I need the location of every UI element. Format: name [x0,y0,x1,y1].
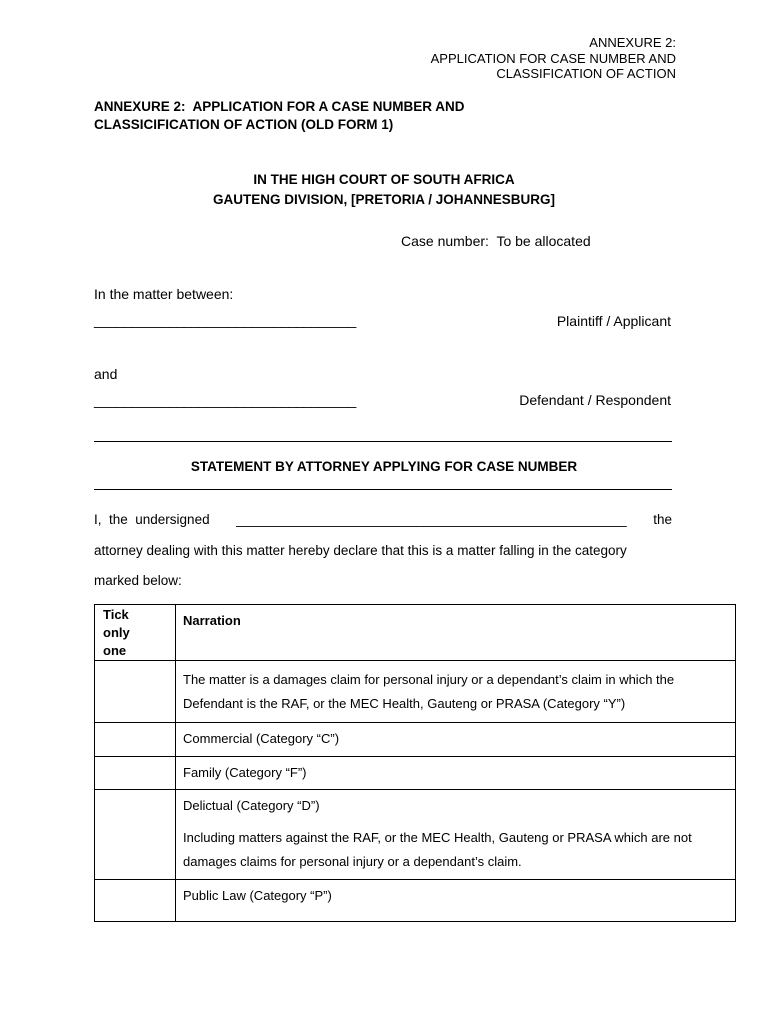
narration-text: Defendant is the RAF, or the MEC Health, Gauteng or PRASA (Category “Y”) [183,696,626,711]
attorney-name-blank[interactable]: ____________________________________________________ [236,512,627,527]
tick-header-cell [95,605,176,661]
tick-cell-category-f[interactable] [95,757,176,790]
narration-text: Commercial (Category “C”) [183,731,340,746]
table-row [95,790,736,880]
court-line-1: IN THE HIGH COURT OF SOUTH AFRICA [253,172,515,187]
court-heading [94,170,674,210]
declaration-prefix: I, the undersigned [94,512,210,527]
narration-text: damages claims for personal injury or a dependant’s claim. [183,854,522,869]
narration-text: Family (Category “F”) [183,765,307,780]
and-label: and [94,366,118,382]
header-line-1: ANNEXURE 2: [589,35,676,50]
narration-text: The matter is a damages claim for personal injury or a dependant’s claim in which the [183,672,675,687]
defendant-name-blank[interactable]: ___________________________________ [94,392,357,408]
table-row [95,661,736,723]
court-line-2: GAUTENG DIVISION, [PRETORIA / JOHANNESBURG] [212,192,556,207]
document-title [94,98,694,134]
narration-header-cell [176,605,736,661]
matter-between-label: In the matter between: [94,286,234,302]
tick-cell-category-p[interactable] [95,880,176,922]
tick-header-line-1: Tick [103,607,129,622]
narration-cell [176,723,736,757]
tick-cell-category-c[interactable] [95,723,176,757]
plaintiff-name-blank[interactable]: ___________________________________ [94,312,357,328]
narration-cell [176,790,736,880]
table-header-row [95,605,736,661]
divider-bottom [94,489,672,490]
header-line-3: CLASSIFICATION OF ACTION [496,66,676,81]
tick-header-line-3: one [103,643,127,658]
narration-cell [176,757,736,790]
declaration-line-2: attorney dealing with this matter hereby declare that this is a matter falling in the category [94,543,627,558]
declaration-line-1 [94,512,672,527]
title-line-2: CLASSICIFICATION OF ACTION (OLD FORM 1) [94,117,394,132]
declaration-line-3: marked below: [94,573,182,588]
running-header [336,35,676,82]
narration-text: Public Law (Category “P”) [183,888,332,903]
divider-top [94,441,672,442]
title-line-1: ANNEXURE 2: APPLICATION FOR A CASE NUMBER AND [94,99,465,114]
defendant-role-label: Defendant / Respondent [519,392,671,408]
narration-header-label: Narration [183,613,241,628]
tick-cell-category-d[interactable] [95,790,176,880]
tick-cell-category-y[interactable] [95,661,176,723]
statement-title: STATEMENT BY ATTORNEY APPLYING FOR CASE NUMBER [190,459,578,474]
header-line-2: APPLICATION FOR CASE NUMBER AND [430,50,676,66]
table-row [95,880,736,922]
declaration-suffix: the [653,512,672,527]
tick-header-label [103,605,175,660]
category-table [94,604,736,922]
narration-cell [176,661,736,723]
plaintiff-role-label: Plaintiff / Applicant [556,313,671,329]
narration-text: Delictual (Category “D”) [183,798,320,813]
table-row [95,757,736,790]
table-row [95,723,736,757]
narration-cell [176,880,736,922]
case-number: Case number: To be allocated [401,233,591,249]
tick-header-line-2: only [103,625,130,640]
narration-text: Including matters against the RAF, or the MEC Health, Gauteng or PRASA which are not [183,830,692,845]
